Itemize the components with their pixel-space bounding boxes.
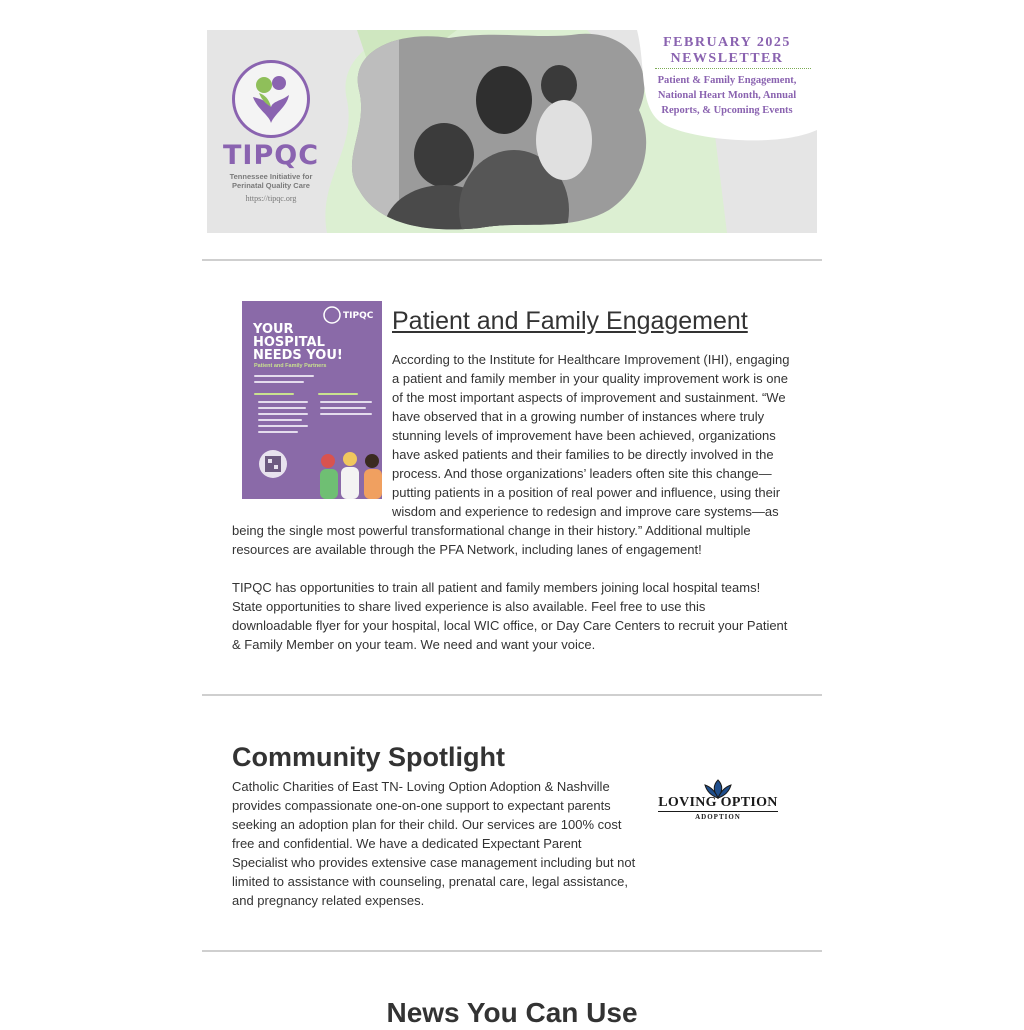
header-banner (207, 30, 817, 233)
text-line: have observed that in a growing number of instances where truly (392, 409, 765, 424)
section-divider (202, 259, 822, 261)
logo-subtext: ADOPTION (695, 813, 741, 821)
text-line: putting patients in a position of real power and influence, using their (392, 485, 781, 500)
svg-text:TIPQC: TIPQC (343, 311, 374, 321)
logo-tagline: Tennessee Initiative for Perinatal Quality Care (229, 172, 313, 190)
pfe-paragraph-1 (232, 350, 794, 559)
text-line: resources are available through the PFA Network, including lanes of engagement! (232, 542, 702, 557)
text-line: Specialist who provides extensive case management including but not (232, 855, 636, 870)
logo-wordmark: LOVING OPTION (658, 795, 778, 810)
newsletter-title-rule (655, 68, 811, 69)
text-line: Catholic Charities of East TN- Loving Option Adoption & Nashville (232, 779, 610, 794)
text-line: of the most important aspects of improvement and sustainment. “We (392, 390, 786, 405)
text-line: & Family Member on your team. We need and want your voice. (232, 637, 596, 652)
text-line: have asked patients and their families to be directly involved in the (392, 447, 774, 462)
text-line: stunning levels of improvement have been achieved, organizations (392, 428, 776, 443)
news-section-title: News You Can Use (386, 997, 638, 1028)
pfe-paragraph-2 (232, 578, 794, 654)
text-line: downloadable flyer for your hospital, local WIC office, or Day Care Centers to recruit your Patient (232, 618, 788, 633)
text-line: State opportunities to share lived experience is also available. Feel free to use this (232, 599, 706, 614)
section-divider (202, 694, 822, 696)
text-line: process. And those organizations’ leaders often site this change— (392, 466, 772, 481)
section-divider (202, 950, 822, 952)
logo-wordmark: TIPQC (222, 140, 320, 171)
community-spotlight-text (232, 777, 652, 910)
newsletter-title: FEBRUARY 2025 NEWSLETTER (663, 35, 791, 66)
text-line: According to the Institute for Healthcare Improvement (IHI), engaging (392, 352, 790, 367)
community-spotlight-title: Community Spotlight (232, 742, 505, 772)
flyer-headline: YOUR HOSPITAL NEEDS YOU! (253, 322, 343, 363)
flyer-tagline: Patient and Family Partners (254, 363, 327, 369)
text-line: free and confidential. We have a dedicated Expectant Parent (232, 836, 582, 851)
text-line: a patient and family member in your quality improvement work is one (392, 371, 788, 386)
text-line: TIPQC has opportunities to train all patient and family members joining local hospital teams! (232, 580, 761, 595)
text-line: seeking an adoption plan for their child. Our services are 100% cost (232, 817, 622, 832)
tipqc-logo[interactable] (221, 60, 321, 203)
newsletter-topics: Patient & Family Engagement, National Heart Month, Annual Reports, & Upcoming Events (657, 75, 797, 116)
tipqc-emblem-icon (232, 60, 310, 138)
logo-rule (658, 811, 778, 812)
text-line: and pregnancy related expenses. (232, 893, 425, 908)
flyer-badge-icon (322, 305, 378, 325)
text-line: limited to assistance with counseling, prenatal care, legal assistance, (232, 874, 628, 889)
text-line: provides compassionate one-on-one support to expectant parents (232, 798, 611, 813)
family-photo (339, 30, 657, 233)
loving-option-adoption-logo[interactable] (656, 778, 780, 824)
text-line: being the single most powerful transformational change in their history.” Additional multiple (232, 523, 751, 538)
pfe-section-title[interactable]: Patient and Family Engagement (392, 307, 748, 335)
text-line: wisdom and experience to redesign and improve care systems—as (392, 504, 779, 519)
logo-url[interactable]: https://tipqc.org (245, 194, 297, 203)
